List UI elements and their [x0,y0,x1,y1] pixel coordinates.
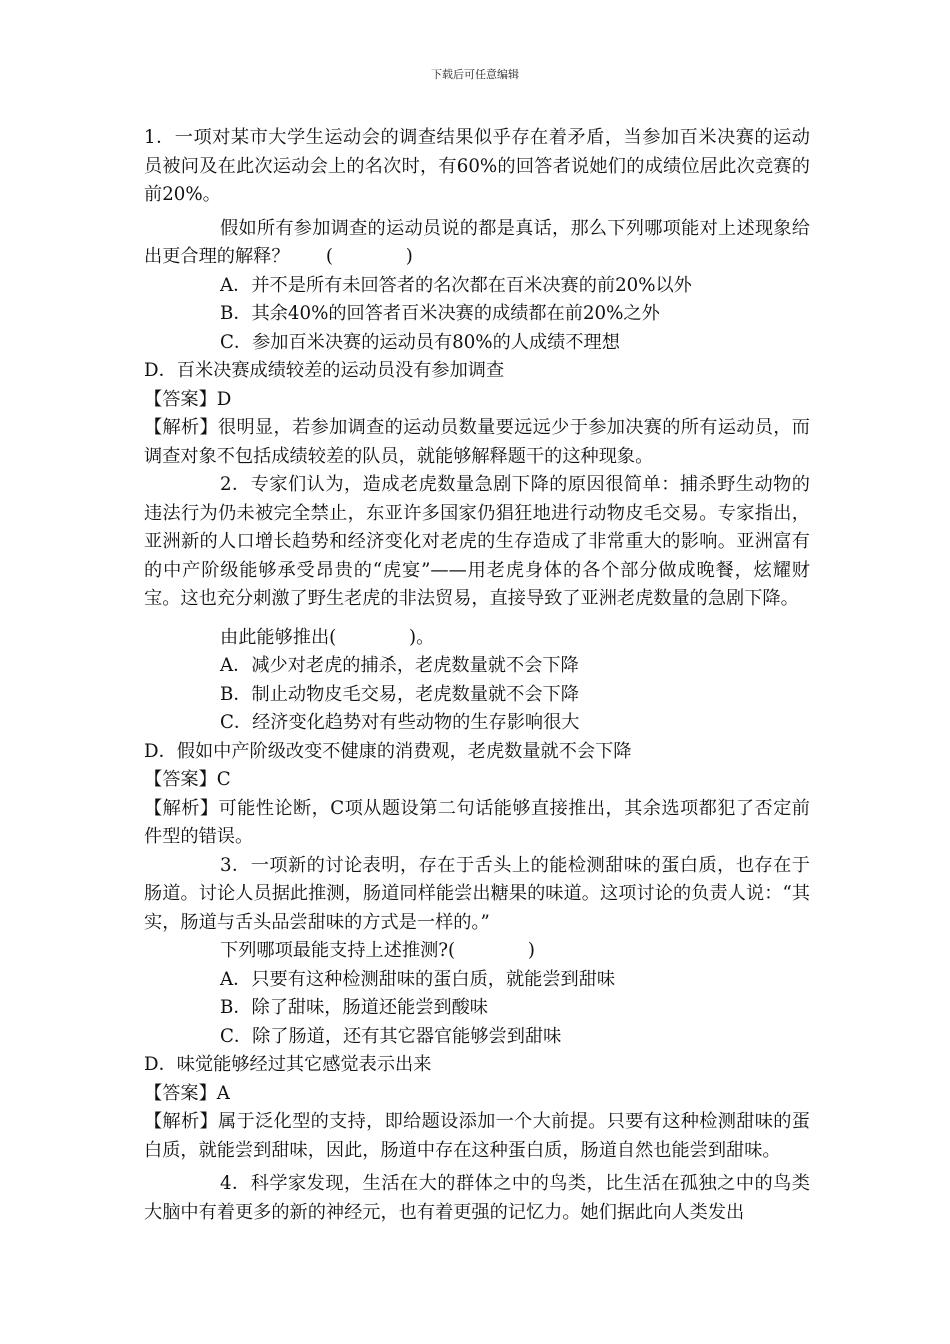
page-header: 下载后可任意编辑 [431,68,519,81]
question-2-analysis: 【解析】可能性论断，C项从题设第二句话能够直接推出，其余选项都犯了否定前件型的错误。 [144,797,810,847]
question-1-option-a: A．并不是所有未回答者的名次都在百米决赛的前20%以外 [220,274,692,296]
question-1-stem: 1．一项对某市大学生运动会的调查结果似乎存在着矛盾，当参加百米决赛的运动员被问及在此次运动会上的名次时，有60%的回答者说她们的成绩位居此次竞赛的前20%。 [144,127,810,205]
question-2-prompt: 由此能够推出( )。 [220,626,435,648]
question-2-option-b: B．制止动物皮毛交易，老虎数量就不会下降 [220,683,579,705]
question-2-stem: 2．专家们认为，造成老虎数量急剧下降的原因很简单：捕杀野生动物的违法行为仍未被完全禁止，东亚许多国家仍猖狂地进行动物皮毛交易。专家指出，亚洲新的人口增长趋势和经济变化对老虎的生存造成了非常重大的影响。亚洲富有的中产阶级能够承受昂贵的“虎宴”——用老虎身体的各个部分做成晚餐，炫耀财宝。这也充分刺激了野生老虎的非法贸易，直接导致了亚洲老虎数量的急剧下降。 [144,474,810,609]
question-3-stem: 3．一项新的讨论表明，存在于舌头上的能检测甜味的蛋白质，也存在于肠道。讨论人员据此推测，肠道同样能尝出糖果的味道。这项讨论的负责人说：“其实，肠道与舌头品尝甜味的方式是一样的。” [144,854,810,933]
question-4-stem: 4．科学家发现，生活在大的群体之中的鸟类，比生活在孤独之中的鸟类大脑中有着更多的新的神经元，也有着更强的记忆力。她们据此向人类发出 [144,1173,810,1223]
question-3-option-d: D．味觉能够经过其它感觉表示出来 [144,1054,432,1075]
question-2-option-c: C．经济变化趋势对有些动物的生存影响很大 [220,712,580,733]
question-2-answer: 【答案】C [144,769,231,790]
question-2-option-d: D．假如中产阶级改变不健康的消费观，老虎数量就不会下降 [144,740,632,762]
question-2-option-a: A．减少对老虎的捕杀，老虎数量就不会下降 [220,655,579,676]
question-1-option-c: C．参加百米决赛的运动员有80%的人成绩不理想 [220,331,620,353]
question-1-analysis: 【解析】很明显，若参加调查的运动员数量要远远少于参加决赛的所有运动员，而调查对象不包括成绩较差的队员，就能够解释题干的这种现象。 [144,417,810,467]
question-3-prompt: 下列哪项最能支持上述推测?( ) [220,940,535,961]
question-1-option-d: D．百米决赛成绩较差的运动员没有参加调查 [144,360,505,381]
document-body [144,124,810,1227]
question-3-answer: 【答案】A [144,1082,230,1104]
question-3-option-a: A．只要有这种检测甜味的蛋白质，就能尝到甜味 [220,968,616,990]
question-3-option-c: C．除了肠道，还有其它器官能够尝到甜味 [220,1025,562,1047]
question-1-prompt: 假如所有参加调查的运动员说的都是真话，那么下列哪项能对上述现象给出更合理的解释？ ( ) [144,217,810,267]
question-3-option-b: B．除了甜味，肠道还能尝到酸味 [220,997,488,1018]
question-1-answer: 【答案】D [144,388,232,410]
question-1-option-b: B．其余40%的回答者百米决赛的成绩都在前20%之外 [220,303,660,324]
question-3-analysis: 【解析】属于泛化型的支持，即给题设添加一个大前提。只要有这种检测甜味的蛋白质，就能尝到甜味，因此，肠道中存在这种蛋白质，肠道自然也能尝到甜味。 [144,1111,810,1161]
